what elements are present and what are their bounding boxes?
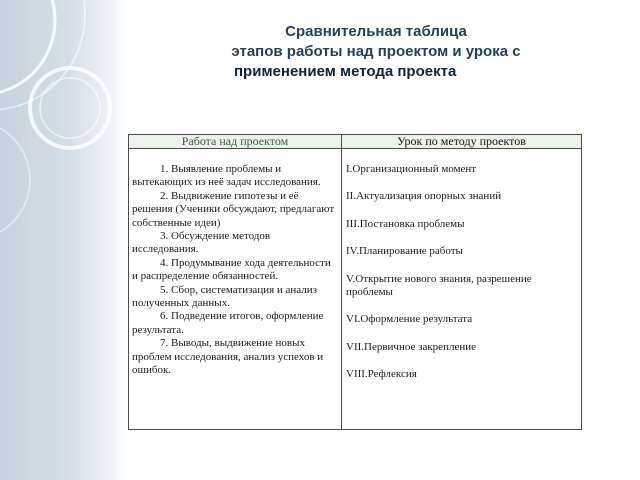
decorative-side-band	[0, 0, 128, 480]
list-item: VI.Оформление результата	[346, 313, 473, 326]
list-item: I.Организационный момент	[346, 163, 477, 175]
list-item: V.Открытие нового знания, разрешение проблемы	[346, 272, 532, 299]
title-line-3: применением метода проекта	[234, 63, 457, 80]
list-item: 1. Выявление проблемы и вытекающих из неё задач исследования.	[132, 163, 321, 189]
lesson-stages	[342, 149, 582, 430]
list-item: 5. Сбор, систематизация и анализ полученных данных.	[132, 283, 318, 310]
list-item: IV.Планирование работы	[346, 245, 463, 258]
table-header-row	[129, 135, 582, 149]
table-row	[129, 149, 582, 430]
comparison-table	[128, 134, 582, 430]
decorative-circles-icon	[0, 0, 128, 480]
slide-title	[196, 22, 556, 82]
column-header-project-lesson: Урок по методу проектов	[342, 135, 582, 149]
list-item: 3. Обсуждение методов исследования.	[132, 230, 271, 256]
list-item: VIII.Рефлексия	[346, 368, 417, 381]
column-header-project-work: Работа над проектом	[129, 135, 342, 149]
list-item: III.Постановка проблемы	[346, 217, 465, 230]
title-line-2: этапов работы над проектом и урока с	[231, 43, 521, 60]
list-item: 4. Продумывание хода деятельности и распределение обязанностей.	[132, 256, 331, 283]
title-line-1: Сравнительная таблица	[285, 23, 467, 40]
project-work-stages	[129, 149, 342, 430]
list-item: II.Актуализация опорных знаний	[346, 190, 502, 203]
list-item: 2. Выдвижение гипотезы и её решения (Ученики обсуждают, предлагают собственные идеи)	[132, 189, 335, 229]
list-item: 6. Подведение итогов, оформление результата.	[132, 310, 324, 336]
list-item: 7. Выводы, выдвижение новых проблем исследования, анализ успехов и ошибок.	[132, 337, 324, 377]
list-item: VII.Первичное закрепление	[346, 340, 476, 353]
